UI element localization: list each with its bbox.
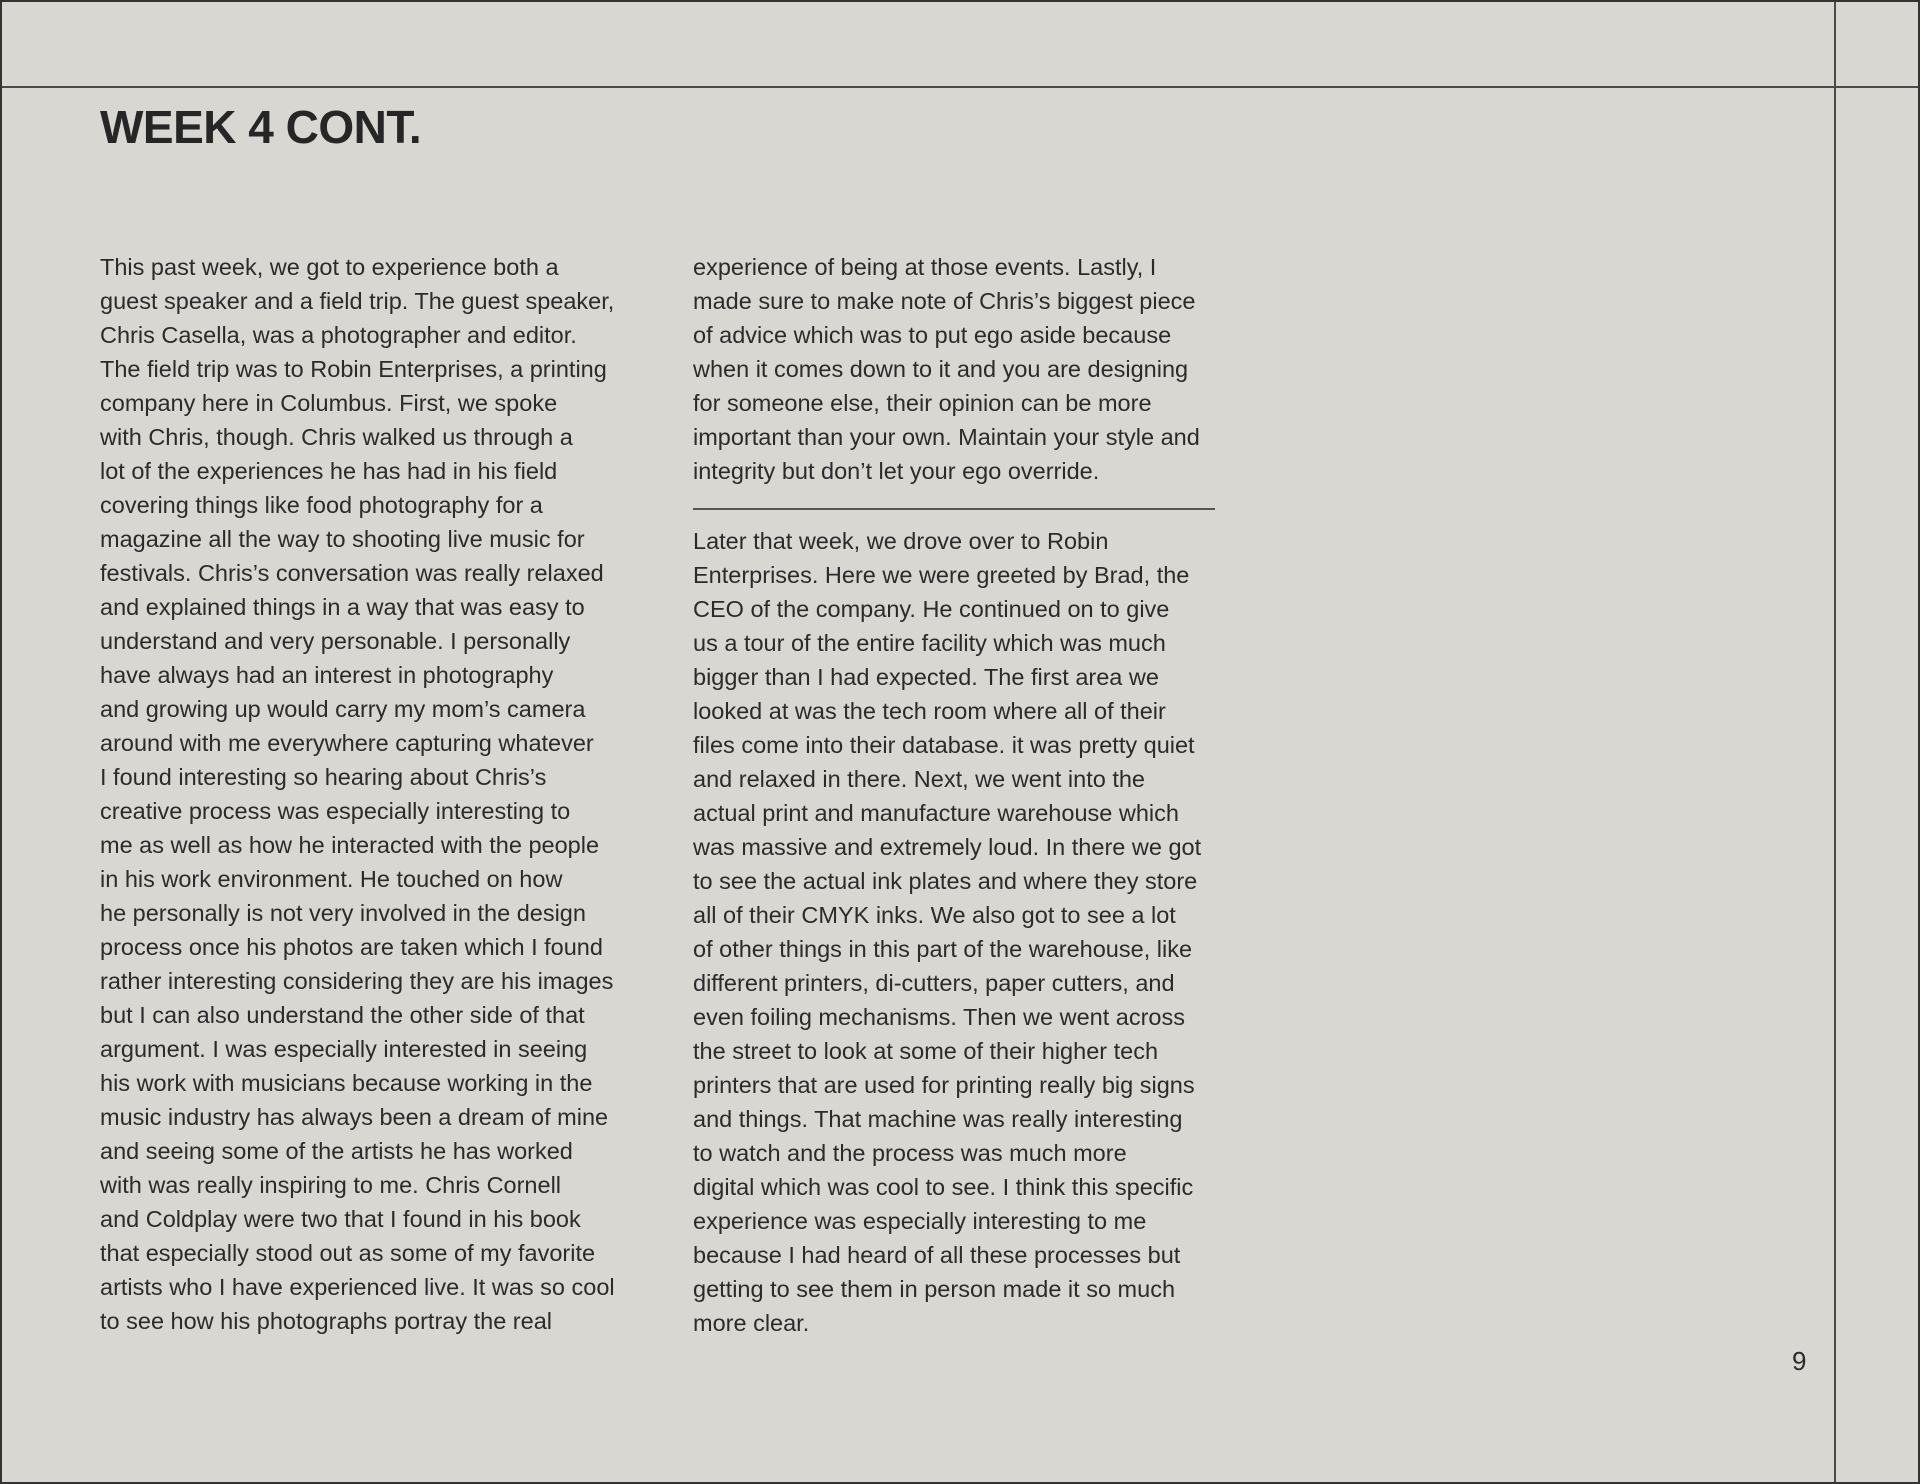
text-line: with Chris, though. Chris walked us through a [100, 424, 573, 450]
text-line: and things. That machine was really interesting [693, 1105, 1183, 1132]
page-title: WEEK 4 CONT. [100, 101, 422, 153]
text-line: actual print and manufacture warehouse which [693, 799, 1179, 826]
left-column [100, 250, 660, 1338]
text-line: different printers, di-cutters, paper cutters, and [693, 969, 1175, 996]
text-line: rather interesting considering they are his images [100, 968, 614, 994]
right-paragraph-2 [693, 524, 1253, 1340]
text-line: argument. I was especially interested in seeing [100, 1036, 588, 1062]
text-line: files come into their database. it was pretty quiet [693, 731, 1195, 758]
text-line: of other things in this part of the warehouse, like [693, 935, 1193, 962]
text-line: festivals. Chris’s conversation was really relaxed [100, 560, 604, 586]
text-line: bigger than I had expected. The first area we [693, 663, 1159, 690]
paragraph-divider [693, 508, 1215, 510]
text-line: and Coldplay were two that I found in his book [100, 1206, 581, 1232]
text-line: Chris Casella, was a photographer and editor. [100, 322, 577, 348]
text-line: looked at was the tech room where all of their [693, 697, 1166, 724]
text-line: more clear. [693, 1309, 810, 1336]
text-line: us a tour of the entire facility which was much [693, 629, 1166, 656]
text-line: of advice which was to put ego aside because [693, 322, 1172, 348]
text-line: to see the actual ink plates and where they store [693, 867, 1198, 894]
text-line: The field trip was to Robin Enterprises, a printing [100, 356, 607, 382]
text-line: for someone else, their opinion can be more [693, 390, 1152, 416]
left-paragraph [100, 250, 660, 1338]
text-line: even foiling mechanisms. Then we went across [693, 1003, 1185, 1030]
text-line: his work with musicians because working in the [100, 1070, 593, 1096]
text-line: Enterprises. Here we were greeted by Brad, the [693, 561, 1190, 588]
text-line: around with me everywhere capturing whatever [100, 730, 594, 756]
text-line: covering things like food photography for a [100, 492, 543, 518]
text-line: artists who I have experienced live. It was so cool [100, 1274, 615, 1300]
text-line: experience was especially interesting to me [693, 1207, 1147, 1234]
text-line: lot of the experiences he has had in his field [100, 458, 558, 484]
text-line: with was really inspiring to me. Chris Cornell [100, 1172, 562, 1198]
text-line: to watch and the process was much more [693, 1139, 1127, 1166]
text-line: was massive and extremely loud. In there we got [693, 833, 1202, 860]
text-line: magazine all the way to shooting live music for [100, 526, 585, 552]
text-line: printers that are used for printing really big signs [693, 1071, 1195, 1098]
text-line: getting to see them in person made it so much [693, 1275, 1176, 1302]
text-line: process once his photos are taken which I found [100, 934, 603, 960]
text-line: he personally is not very involved in the design [100, 900, 586, 926]
text-line: guest speaker and a field trip. The guest speaker, [100, 288, 615, 314]
text-line: and explained things in a way that was easy to [100, 594, 585, 620]
text-line: company here in Columbus. First, we spoke [100, 390, 558, 416]
text-line: when it comes down to it and you are designing [693, 356, 1189, 382]
text-line: music industry has always been a dream of mine [100, 1104, 609, 1130]
text-line: and seeing some of the artists he has worked [100, 1138, 573, 1164]
text-line: but I can also understand the other side of that [100, 1002, 585, 1028]
top-rule [2, 86, 1918, 88]
page-number: 9 [1792, 1346, 1807, 1376]
right-margin-rule [1834, 2, 1836, 1482]
text-line: understand and very personable. I personally [100, 628, 571, 654]
text-line: because I had heard of all these processes but [693, 1241, 1181, 1268]
right-paragraph-1 [693, 250, 1253, 488]
text-line: and growing up would carry my mom’s camera [100, 696, 586, 722]
text-line: and relaxed in there. Next, we went into the [693, 765, 1145, 792]
text-line: Later that week, we drove over to Robin [693, 527, 1109, 554]
text-line: in his work environment. He touched on how [100, 866, 563, 892]
text-line: me as well as how he interacted with the people [100, 832, 600, 858]
text-line: all of their CMYK inks. We also got to see a lot [693, 901, 1176, 928]
text-line: This past week, we got to experience both a [100, 254, 559, 280]
text-line: to see how his photographs portray the real [100, 1308, 552, 1334]
text-line: that especially stood out as some of my favorite [100, 1240, 596, 1266]
text-line: have always had an interest in photography [100, 662, 554, 688]
text-line: the street to look at some of their higher tech [693, 1037, 1159, 1064]
text-line: digital which was cool to see. I think this specific [693, 1173, 1194, 1200]
text-line: important than your own. Maintain your style and [693, 424, 1200, 450]
text-line: made sure to make note of Chris’s biggest piece [693, 288, 1196, 314]
text-line: integrity but don’t let your ego override. [693, 458, 1100, 484]
text-line: creative process was especially interesting to [100, 798, 571, 824]
text-line: CEO of the company. He continued on to give [693, 595, 1170, 622]
text-line: experience of being at those events. Lastly, I [693, 254, 1157, 280]
right-column [693, 250, 1253, 1340]
text-line: I found interesting so hearing about Chris’s [100, 764, 547, 790]
